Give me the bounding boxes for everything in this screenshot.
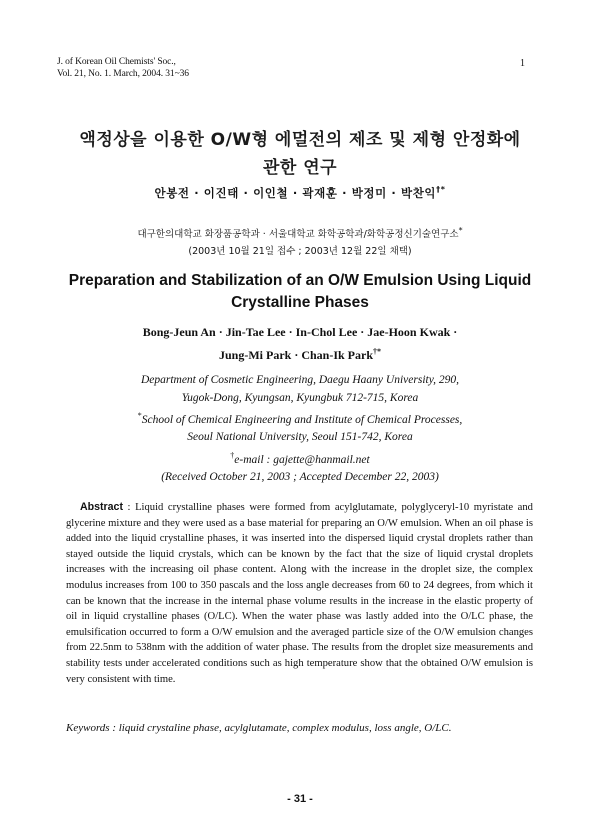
korean-title-line1: 액정상을 이용한 O/W형 에멀전의 제조 및 제형 안정화에 xyxy=(79,130,521,150)
journal-volume: Vol. 21, No. 1. March, 2004. 31~36 xyxy=(57,69,189,79)
affiliation-line1: Department of Cosmetic Engineering, Daegu Haany University, 290, xyxy=(140,374,460,386)
korean-title xyxy=(40,126,560,182)
english-title-line2: Crystalline Phases xyxy=(231,294,369,311)
english-title xyxy=(40,270,560,314)
journal-name: J. of Korean Oil Chemists' Soc., xyxy=(57,57,176,67)
korean-dates: (2003년 10월 21일 접수 ; 2003년 12월 22일 채택) xyxy=(188,246,412,258)
email-address: e-mail : gajette@hanmail.net xyxy=(234,453,370,466)
affiliation-line3: School of Chemical Engineering and Institute of Chemical Processes, xyxy=(141,413,463,426)
received-dates: (Received October 21, 2003 ; Accepted December 22, 2003) xyxy=(161,471,439,484)
korean-title-line2: 관한 연구 xyxy=(262,158,338,178)
abstract-label: Abstract xyxy=(80,501,123,513)
abstract-text: Liquid crystalline phases were formed from acylglutamate, polyglyceryl-10 myristate and glycerine mixture and they were used as a base material for preparing an O/W emulsion. When an oil phase is added into the liquid crystalline phases, it was inserted into the dispersed liquid crystal droplets rather than stayed outside the liquid crystals, which can be known by the fact that the size of liquid crystal droplets increases with the increasing oil phase content. Along with the increase in the droplet size, the complex modulus increases from 100 to 350 pascals and the loss angle decreases from 60 to 24 degrees, from which it can be known that the increase in the internal phase volume results in the increase in the elastic property of oil in liquid crystalline phases (O/LC). When the water phase was lastly added into the O/LC phase, the emulsification occurred to form a O/W emulsion and the averaged particle size of the O/W emulsion changes from 22.5nm to 538nm with the addition of water phase. The results from the droplet size measurements and stability tests under accelerated conditions such as high temperature show that the obtained O/W emulsion is very consistent with time. xyxy=(66,502,533,685)
english-authors-line2: Jung-Mi Park · Chan-Ik Park xyxy=(218,348,374,362)
english-title-line1: Preparation and Stabilization of an O/W Emulsion Using Liquid xyxy=(68,272,532,289)
abstract xyxy=(66,500,533,687)
korean-authors xyxy=(40,185,560,201)
page-number-bottom: - 31 - xyxy=(287,793,313,805)
korean-authors-mark: †* xyxy=(436,185,446,195)
keywords: Keywords : liquid crystaline phase, acylglutamate, complex modulus, loss angle, O/LC. xyxy=(66,722,452,734)
page-number-top: 1 xyxy=(520,58,525,69)
abstract-separator: : xyxy=(122,502,136,513)
affiliation-line4: Seoul National University, Seoul 151-742, Korea xyxy=(187,431,413,444)
journal-citation xyxy=(57,56,189,80)
affiliation-line2: Yugok-Dong, Kyungsan, Kyungbuk 712-715, Korea xyxy=(181,391,419,404)
english-affiliation xyxy=(40,372,560,487)
english-authors xyxy=(40,322,560,365)
korean-affiliation-text: 대구한의대학교 화장품공학과 · 서울대학교 화학공학과/화학공정신기술연구소 xyxy=(137,229,459,241)
korean-affiliation-mark: * xyxy=(458,226,463,235)
korean-affiliation xyxy=(40,222,560,260)
email-mark: † xyxy=(230,450,235,460)
korean-author-names: 안봉전 · 이진태 · 이인철 · 곽재훈 · 박정미 · 박찬익 xyxy=(154,186,437,200)
english-authors-mark: †* xyxy=(373,347,382,356)
english-authors-line1: Bong-Jeun An · Jin-Tae Lee · In-Chol Lee · Jae-Hoon Kwak · xyxy=(142,325,458,339)
affiliation-line3-mark: * xyxy=(137,411,142,420)
